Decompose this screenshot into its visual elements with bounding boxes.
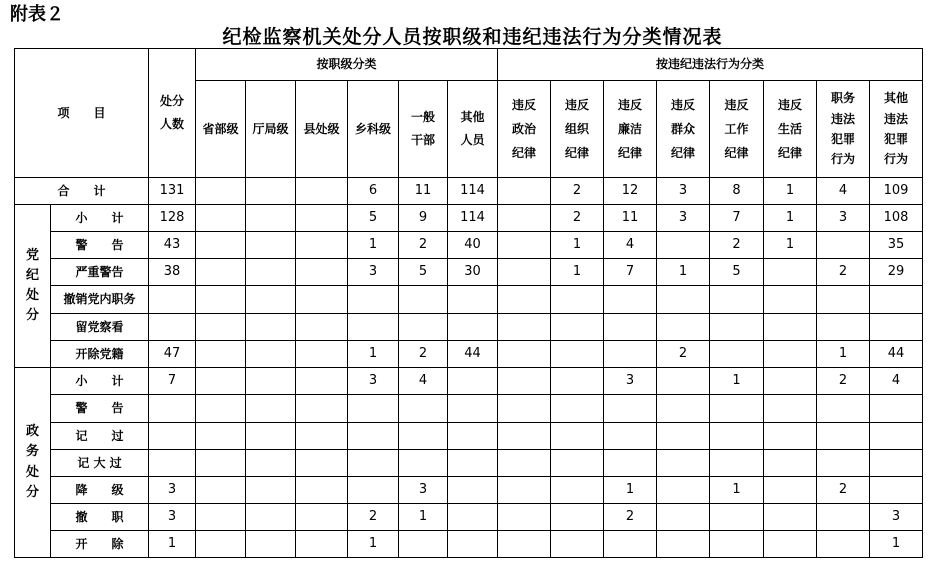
table-cell [246, 314, 296, 341]
row-label: 开除党籍 [51, 341, 149, 368]
header-viol-mass [657, 81, 710, 178]
table-cell: 2 [551, 178, 604, 205]
table-cell [764, 531, 817, 558]
table-cell [498, 205, 551, 232]
table-cell [246, 423, 296, 450]
header-viol-other-crime-text: 其他违法犯罪行为 [883, 91, 908, 167]
table-cell [817, 531, 870, 558]
table-cell: 2 [399, 232, 448, 259]
table-cell [246, 477, 296, 504]
table-cell: 5 [348, 205, 399, 232]
table-cell [399, 395, 448, 423]
table-cell [246, 368, 296, 395]
table-cell [604, 531, 657, 558]
table-cell [604, 341, 657, 368]
table-cell [817, 450, 870, 477]
table-cell: 1 [764, 232, 817, 259]
table-cell [551, 286, 604, 314]
table-cell: 3 [348, 259, 399, 286]
table-cell [498, 232, 551, 259]
table-cell [196, 178, 246, 205]
table-cell [399, 286, 448, 314]
table-cell [870, 395, 923, 423]
table-cell [296, 423, 348, 450]
table-cell: 1 [348, 531, 399, 558]
table-cell [296, 504, 348, 531]
table-cell [296, 395, 348, 423]
table-cell: 2 [657, 341, 710, 368]
table-cell [764, 314, 817, 341]
table-cell [870, 477, 923, 504]
header-viol-work-text: 违反工作纪律 [724, 98, 749, 160]
table-cell [196, 531, 246, 558]
header-rank-bureau: 厅局级 [246, 81, 296, 178]
table-cell [551, 450, 604, 477]
table-cell: 5 [399, 259, 448, 286]
table-cell [498, 314, 551, 341]
table-cell [448, 395, 498, 423]
table-cell: 3 [149, 504, 196, 531]
row-label: 记 过 [51, 423, 149, 450]
table-cell [448, 286, 498, 314]
table-cell: 2 [551, 205, 604, 232]
row-party-warning [15, 232, 923, 259]
table-cell [149, 450, 196, 477]
table-cell: 2 [817, 477, 870, 504]
table-cell [604, 395, 657, 423]
table-cell: 2 [348, 504, 399, 531]
row-total [15, 178, 923, 205]
table-cell: 9 [399, 205, 448, 232]
header-viol-political-text: 违反政治纪律 [511, 98, 536, 160]
table-cell [498, 341, 551, 368]
table-cell [149, 423, 196, 450]
row-gov-demerit [15, 423, 923, 450]
table-cell [196, 395, 246, 423]
table-cell: 3 [604, 368, 657, 395]
header-viol-duty-crime [817, 81, 870, 178]
table-cell [448, 423, 498, 450]
row-gov-expulsion [15, 531, 923, 558]
table-cell [296, 259, 348, 286]
table-cell: 4 [399, 368, 448, 395]
header-viol-organization [551, 81, 604, 178]
header-rank-other-text: 其他人员 [460, 110, 485, 147]
table-cell [764, 423, 817, 450]
table-cell: 1 [710, 368, 764, 395]
table-cell [448, 504, 498, 531]
table-cell: 1 [149, 531, 196, 558]
table-cell [498, 395, 551, 423]
table-cell: 2 [604, 504, 657, 531]
table-cell [551, 341, 604, 368]
table-cell [764, 395, 817, 423]
table-cell [817, 232, 870, 259]
table-cell [551, 395, 604, 423]
table-cell [246, 504, 296, 531]
table-cell [296, 286, 348, 314]
table-cell: 1 [604, 477, 657, 504]
table-cell [764, 286, 817, 314]
table-cell [196, 504, 246, 531]
table-cell [399, 450, 448, 477]
table-cell: 1 [764, 178, 817, 205]
table-cell [764, 477, 817, 504]
header-count [149, 49, 196, 178]
table-cell: 11 [604, 205, 657, 232]
table-cell [551, 368, 604, 395]
section-party-text: 党纪处分 [25, 247, 39, 324]
table-cell [348, 314, 399, 341]
table-cell: 43 [149, 232, 196, 259]
table-cell: 30 [448, 259, 498, 286]
table-cell: 11 [399, 178, 448, 205]
table-cell [657, 286, 710, 314]
table-cell [498, 286, 551, 314]
table-cell [657, 477, 710, 504]
table-cell [870, 314, 923, 341]
table-cell: 114 [448, 205, 498, 232]
table-cell: 7 [149, 368, 196, 395]
table-cell [348, 450, 399, 477]
table-cell [657, 531, 710, 558]
table-cell: 1 [710, 477, 764, 504]
header-viol-other-crime [870, 81, 923, 178]
table-cell: 38 [149, 259, 196, 286]
table-cell [296, 205, 348, 232]
table-cell: 128 [149, 205, 196, 232]
table-cell [348, 286, 399, 314]
table-cell [196, 286, 246, 314]
table-cell: 3 [657, 178, 710, 205]
statistics-table [14, 48, 923, 558]
table-cell [710, 395, 764, 423]
table-cell [399, 314, 448, 341]
row-label: 撤 职 [51, 504, 149, 531]
table-cell: 44 [870, 341, 923, 368]
table-cell: 3 [149, 477, 196, 504]
row-party-serious-warning [15, 259, 923, 286]
table-cell [498, 450, 551, 477]
table-cell [498, 178, 551, 205]
header-viol-life-text: 违反生活纪律 [777, 98, 802, 160]
header-viol-mass-text: 违反群众纪律 [670, 98, 695, 160]
table-cell: 109 [870, 178, 923, 205]
table-cell: 1 [551, 232, 604, 259]
table-cell [196, 450, 246, 477]
table-cell: 4 [817, 178, 870, 205]
table-cell [348, 477, 399, 504]
table-cell [348, 423, 399, 450]
table-cell: 1 [870, 531, 923, 558]
header-rank-general [399, 81, 448, 178]
table-cell [246, 178, 296, 205]
table-cell [710, 314, 764, 341]
row-gov-subtotal [15, 368, 923, 395]
table-cell: 3 [870, 504, 923, 531]
header-group-violation: 按违纪违法行为分类 [498, 49, 923, 81]
row-label: 警 告 [51, 395, 149, 423]
table-cell [657, 232, 710, 259]
table-cell [149, 395, 196, 423]
table-cell: 2 [817, 259, 870, 286]
row-label: 开 除 [51, 531, 149, 558]
table-cell [196, 477, 246, 504]
table-cell [710, 423, 764, 450]
table-cell [246, 531, 296, 558]
table-cell [710, 531, 764, 558]
table-cell [710, 450, 764, 477]
table-cell [817, 314, 870, 341]
table-cell [399, 423, 448, 450]
table-cell [817, 286, 870, 314]
table-cell: 1 [399, 504, 448, 531]
table-cell: 8 [710, 178, 764, 205]
table-cell [448, 368, 498, 395]
row-party-revoke-post [15, 286, 923, 314]
table-cell [448, 531, 498, 558]
table-cell: 2 [710, 232, 764, 259]
row-label: 严重警告 [51, 259, 149, 286]
header-rank-township: 乡科级 [348, 81, 399, 178]
table-cell [246, 395, 296, 423]
header-rank-general-text: 一般干部 [410, 110, 435, 147]
row-label: 留党察看 [51, 314, 149, 341]
table-cell [498, 531, 551, 558]
table-cell: 7 [604, 259, 657, 286]
header-rank-county: 县处级 [296, 81, 348, 178]
table-cell: 4 [604, 232, 657, 259]
table-cell [246, 450, 296, 477]
table-cell: 35 [870, 232, 923, 259]
table-cell [196, 259, 246, 286]
table-cell [196, 368, 246, 395]
table-cell [764, 504, 817, 531]
table-cell [657, 450, 710, 477]
row-label: 撤销党内职务 [51, 286, 149, 314]
table-cell [296, 341, 348, 368]
header-count-text: 处分人数 [159, 94, 184, 131]
table-cell [764, 368, 817, 395]
row-gov-demotion [15, 477, 923, 504]
section-gov-text: 政务处分 [25, 424, 39, 500]
table-cell [710, 504, 764, 531]
header-viol-integrity-text: 违反廉洁纪律 [617, 98, 642, 160]
table-cell [246, 259, 296, 286]
table-cell [296, 450, 348, 477]
table-cell [196, 232, 246, 259]
table-cell: 29 [870, 259, 923, 286]
table-cell [551, 531, 604, 558]
table-cell: 3 [399, 477, 448, 504]
table-cell [710, 341, 764, 368]
header-viol-life [764, 81, 817, 178]
table-title: 纪检监察机关处分人员按职级和违纪违法行为分类情况表 [222, 26, 723, 48]
table-cell [604, 314, 657, 341]
table-cell: 1 [348, 232, 399, 259]
table-cell [764, 259, 817, 286]
table-cell [710, 286, 764, 314]
table-cell [246, 232, 296, 259]
table-cell [498, 504, 551, 531]
header-viol-work [710, 81, 764, 178]
table-cell [196, 423, 246, 450]
header-viol-organization-text: 违反组织纪律 [564, 98, 589, 160]
header-row-1 [15, 49, 923, 81]
table-cell [196, 314, 246, 341]
table-cell [399, 531, 448, 558]
table-cell: 6 [348, 178, 399, 205]
table-cell [870, 286, 923, 314]
table-cell [498, 368, 551, 395]
table-cell: 2 [399, 341, 448, 368]
table-cell [870, 423, 923, 450]
table-cell [296, 368, 348, 395]
table-cell [246, 205, 296, 232]
table-cell: 108 [870, 205, 923, 232]
table-cell [296, 232, 348, 259]
row-gov-dismissal [15, 504, 923, 531]
table-cell: 47 [149, 341, 196, 368]
table-cell [657, 368, 710, 395]
row-label: 降 级 [51, 477, 149, 504]
table-cell: 40 [448, 232, 498, 259]
table-cell [604, 450, 657, 477]
table-cell [296, 314, 348, 341]
row-gov-warning [15, 395, 923, 423]
table-cell: 1 [657, 259, 710, 286]
table-cell: 44 [448, 341, 498, 368]
header-viol-duty-crime-text: 职务违法犯罪行为 [830, 91, 855, 167]
table-cell [448, 450, 498, 477]
table-cell: 1 [348, 341, 399, 368]
table-cell [817, 395, 870, 423]
section-government-sanction [15, 368, 51, 558]
table-cell [764, 450, 817, 477]
table-cell: 1 [764, 205, 817, 232]
table-cell [657, 395, 710, 423]
table-cell: 12 [604, 178, 657, 205]
table-cell: 1 [551, 259, 604, 286]
row-label: 警 告 [51, 232, 149, 259]
table-cell: 4 [870, 368, 923, 395]
table-cell [551, 504, 604, 531]
row-party-subtotal [15, 205, 923, 232]
row-label: 记 大 过 [51, 450, 149, 477]
table-cell [817, 423, 870, 450]
table-cell [448, 477, 498, 504]
table-cell [149, 286, 196, 314]
table-cell [196, 205, 246, 232]
table-cell [246, 286, 296, 314]
table-cell [551, 314, 604, 341]
table-cell [657, 504, 710, 531]
row-gov-major-demerit [15, 450, 923, 477]
header-group-rank: 按职级分类 [196, 49, 498, 81]
table-cell [196, 341, 246, 368]
header-viol-integrity [604, 81, 657, 178]
table-cell [870, 450, 923, 477]
table-cell: 3 [657, 205, 710, 232]
row-label: 小 计 [51, 368, 149, 395]
table-cell [657, 314, 710, 341]
table-cell [498, 423, 551, 450]
table-cell [551, 477, 604, 504]
table-cell [149, 314, 196, 341]
table-cell [296, 477, 348, 504]
table-cell [604, 423, 657, 450]
row-party-expel [15, 341, 923, 368]
table-cell [498, 259, 551, 286]
table-cell: 3 [817, 205, 870, 232]
header-rank-other [448, 81, 498, 178]
table-cell: 3 [348, 368, 399, 395]
table-cell: 131 [149, 178, 196, 205]
table-cell [296, 178, 348, 205]
table-cell [764, 341, 817, 368]
header-item: 项 目 [15, 49, 149, 178]
table-cell: 5 [710, 259, 764, 286]
table-cell: 2 [817, 368, 870, 395]
table-cell [604, 286, 657, 314]
table-cell [448, 314, 498, 341]
table-cell: 7 [710, 205, 764, 232]
header-viol-political [498, 81, 551, 178]
table-cell [348, 395, 399, 423]
table-cell [657, 423, 710, 450]
table-cell: 1 [817, 341, 870, 368]
table-cell [817, 504, 870, 531]
row-party-probation [15, 314, 923, 341]
row-label: 合 计 [15, 178, 149, 205]
table-cell: 114 [448, 178, 498, 205]
header-rank-provincial: 省部级 [196, 81, 246, 178]
section-party-discipline [15, 205, 51, 368]
table-cell [498, 477, 551, 504]
attachment-label: 附表２ [10, 4, 64, 25]
table-cell [296, 531, 348, 558]
table-cell [551, 423, 604, 450]
table-cell [246, 341, 296, 368]
row-label: 小 计 [51, 205, 149, 232]
